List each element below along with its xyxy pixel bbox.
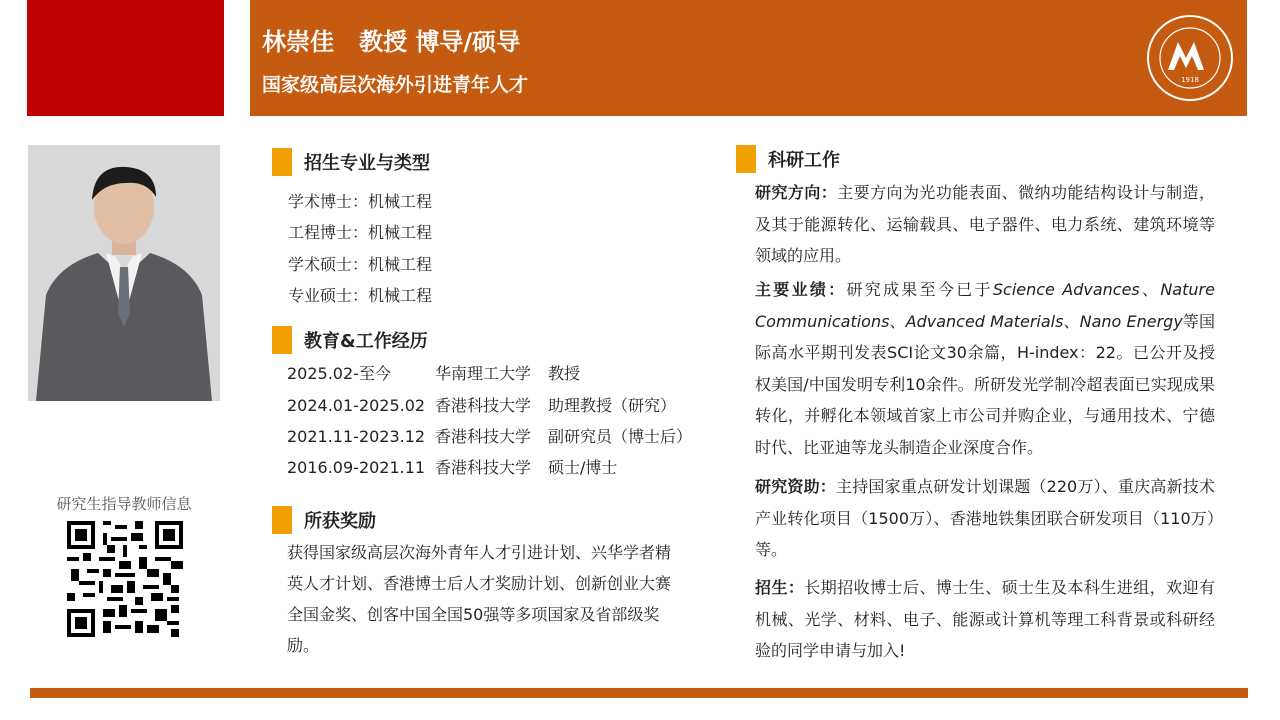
education-org: 香港科技大学 (435, 427, 532, 446)
education-org: 香港科技大学 (435, 396, 532, 415)
research-funding-text: 主持国家重点研发计划课题（220万）、重庆高新技术产业转化项目（1500万）、香港地铁集团联合研发项目（110万）等。 (755, 477, 1215, 559)
profile-photo (28, 145, 220, 401)
journal-name: Advanced Materials (905, 311, 1064, 331)
svg-text:1918: 1918 (1181, 76, 1199, 84)
awards-title: 所获奖励 (304, 511, 376, 532)
admissions-item: 学术博士：机械工程 (288, 192, 433, 211)
awards-text: 获得国家级高层次海外青年人才引进计划、兴华学者精英人才计划、香港博士后人才奖励计划、创新创业大赛全国金奖、创客中国全国50强等多项国家及省部级奖励。 (287, 543, 672, 655)
qr-caption: 研究生指导教师信息 (56, 495, 192, 513)
research-funding-label: 研究资助： (755, 477, 837, 496)
journal-name: Nano Energy (1079, 311, 1183, 331)
education-role: 硕士/博士 (548, 458, 618, 477)
education-period: 2021.11-2023.12 (287, 427, 426, 446)
university-seal-logo (1146, 14, 1234, 102)
education-period: 2024.01-2025.02 (287, 396, 426, 415)
section-marker (272, 506, 292, 534)
admissions-item: 工程博士：机械工程 (288, 223, 433, 242)
education-row (287, 455, 617, 478)
recruitment-text: 长期招收博士后、博士生、硕士生及本科生进组，欢迎有机械、光学、材料、电子、能源或计算机等理工科背景或科研经验的同学申请与加入! (755, 578, 1215, 660)
section-marker (736, 145, 756, 173)
education-section-header (272, 326, 428, 354)
footer-bar (30, 688, 1248, 698)
achievements-text: 等国际高水平期刊发表SCI论文30余篇，H-index：22。已公开及授权美国/中国发明专利10余件。所研发光学制冷超表面已实现成果转化，并孵化本领域首家上市公司并购企业，与通用技术、宁德时代、比亚迪等龙头制造企业深度合作。 (755, 311, 1215, 457)
education-org: 华南理工大学 (435, 364, 532, 383)
recruitment (755, 572, 1215, 667)
admissions-item: 学术硕士：机械工程 (288, 255, 433, 274)
page-subtitle: 国家级高层次海外引进青年人才 (262, 74, 529, 96)
research-direction-label: 研究方向： (755, 183, 838, 202)
education-period: 2025.02-至今 (287, 364, 391, 383)
journal-name: Science Advances (992, 280, 1140, 299)
section-marker (272, 326, 292, 354)
education-row (287, 393, 676, 416)
education-role: 教授 (548, 364, 581, 383)
journal-name: Nature Communications (755, 280, 1215, 331)
education-row (287, 424, 692, 447)
admissions-section-header (272, 148, 430, 176)
education-title: 教育&工作经历 (304, 331, 428, 352)
education-role: 助理教授（研究） (548, 396, 677, 415)
education-role: 副研究员（博士后） (548, 427, 693, 446)
education-org: 香港科技大学 (435, 458, 532, 477)
research-funding (755, 471, 1215, 566)
separator: 、 (889, 311, 906, 331)
education-period: 2016.09-2021.11 (287, 458, 426, 477)
awards-section-header (272, 506, 376, 534)
research-direction (755, 177, 1215, 272)
research-achievements (755, 274, 1215, 463)
education-row (287, 361, 580, 384)
separator: 、 (1139, 280, 1161, 299)
page-title: 林崇佳 教授 博导/硕导 (262, 28, 521, 56)
admissions-title: 招生专业与类型 (304, 153, 430, 174)
red-header-block (27, 0, 224, 116)
header-bar (250, 0, 1247, 116)
research-achievements-label: 主要业绩： (755, 280, 847, 299)
research-section-header (736, 145, 840, 173)
research-direction-text: 主要方向为光功能表面、微纳功能结构设计与制造，及其于能源转化、运输载具、电子器件、电力系统、建筑环境等领域的应用。 (755, 183, 1215, 265)
section-marker (272, 148, 292, 176)
qr-code-icon[interactable] (67, 521, 183, 637)
admissions-item: 专业硕士：机械工程 (288, 286, 433, 305)
recruitment-label: 招生： (755, 578, 805, 597)
research-title: 科研工作 (768, 150, 840, 171)
separator: 、 (1063, 311, 1080, 331)
achievements-intro: 研究成果至今已于 (846, 280, 993, 299)
